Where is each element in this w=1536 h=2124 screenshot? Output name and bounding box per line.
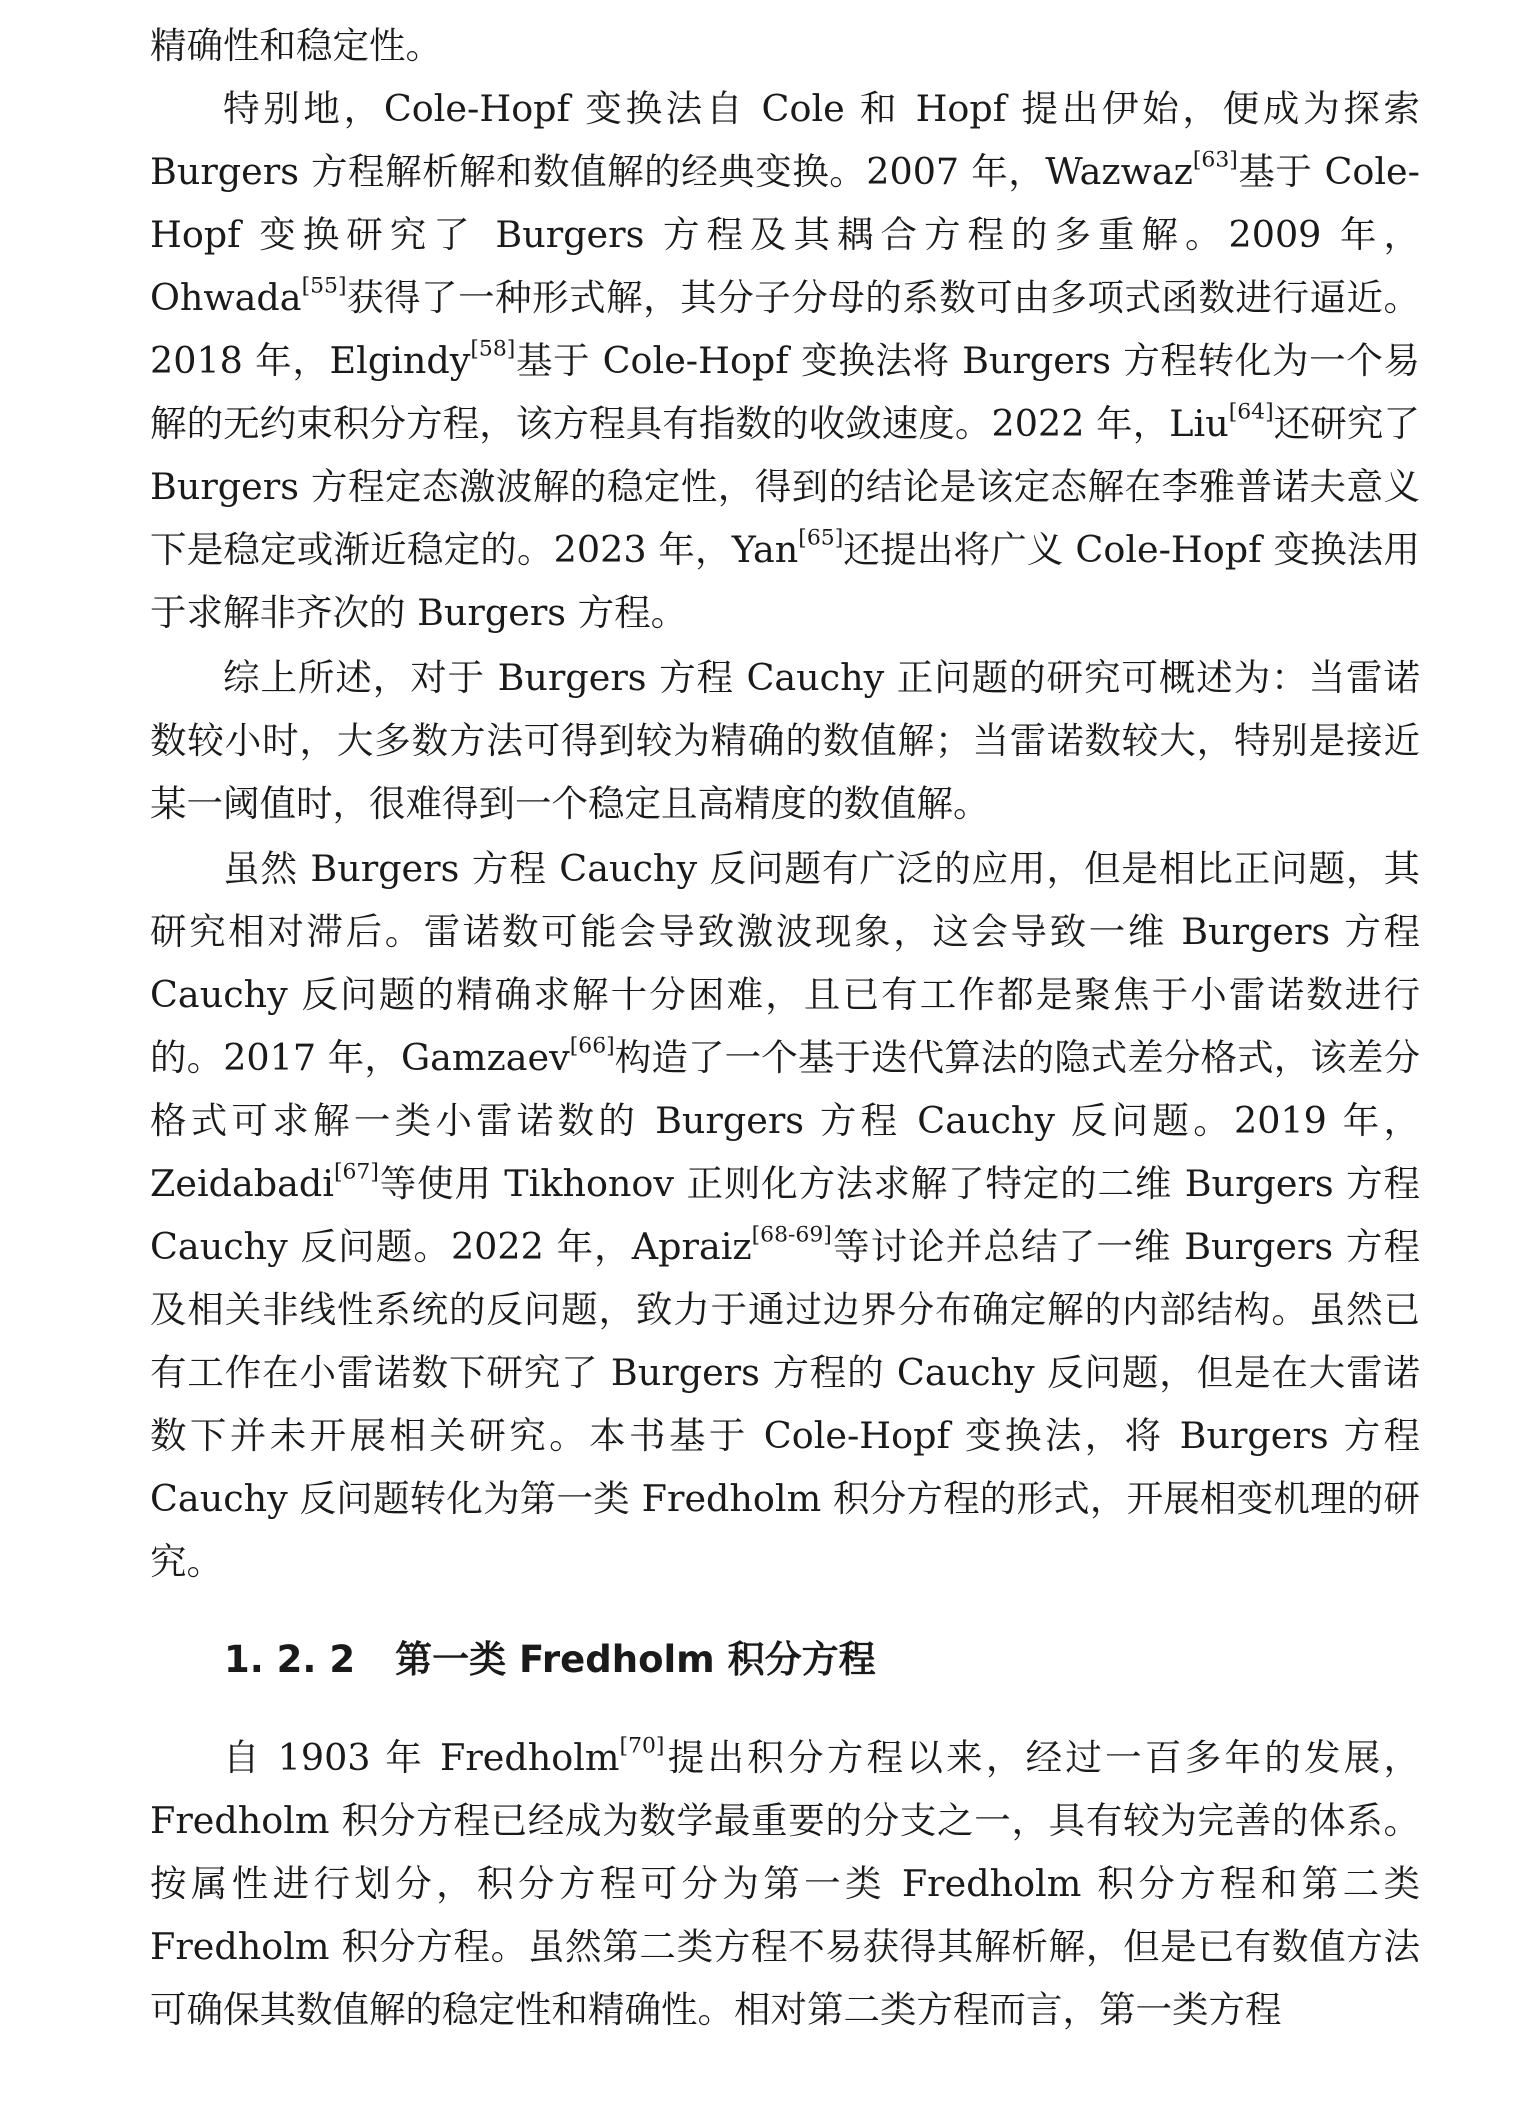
text-span: 还研究了 Burgers 方程定态激波解的稳定性，得到的结论是该定态解在李雅普诺夫意义下是稳定或渐近稳定的。2023 年，Yan <box>150 402 1420 571</box>
document-page <box>150 14 1420 2041</box>
text-span: 构造了一个基于迭代算法的隐式差分格式，该差分格式可求解一类小雷诺数的 Burgers 方程 Cauchy 反问题。2019 年，Zeidabadi <box>150 1036 1421 1205</box>
citation-ref: [66] <box>569 1033 615 1059</box>
section-title: 第一类 Fredholm 积分方程 <box>395 1638 876 1681</box>
text-span: 自 1903 年 Fredholm <box>223 1736 620 1779</box>
citation-ref: [58] <box>470 336 516 362</box>
section-heading <box>224 1628 1420 1691</box>
text-span: 提出积分方程以来，经过一百多年的发展，Fredholm 积分方程已经成为数学最重要的分支之一，具有较为完善的体系。按属性进行划分，积分方程可分为第一类 Fredholm 积分方程和第二类 Fredholm 积分方程。虽然第二类方程不易获得其解析解，但是已有数值方法可确保其数值解的稳定性和精确性。相对第二类方程而言，第一类方程 <box>150 1736 1421 2031</box>
paragraph-continuation: 精确性和稳定性。 <box>150 24 442 67</box>
text-span: 还提出将广义 Cole-Hopf 变换法用于求解非齐次的 Burgers 方程。 <box>150 528 1420 634</box>
paragraph-summary: 综上所述，对于 Burgers 方程 Cauchy 正问题的研究可概述为：当雷诺数较小时，大多数方法可得到较为精确的数值解；当雷诺数较大，特别是接近某一阈值时，很难得到一个稳定且高精度的数值解。 <box>150 656 1420 825</box>
citation-ref: [55] <box>301 273 347 299</box>
paragraph-cole-hopf <box>150 77 1420 644</box>
citation-ref: [67] <box>333 1159 379 1185</box>
text-span: 等使用 Tikhonov 正则化方法求解了特定的二维 Burgers 方程 Cauchy 反问题。2022 年，Apraiz <box>150 1162 1420 1268</box>
text-span: 基于 Cole-Hopf 变换法将 Burgers 方程转化为一个易解的无约束积分方程，该方程具有指数的收敛速度。2022 年，Liu <box>150 339 1420 445</box>
citation-ref: [65] <box>798 525 844 551</box>
text-span: 特别地，Cole-Hopf 变换法自 Cole 和 Hopf 提出伊始，便成为探索 Burgers 方程解析解和数值解的经典变换。2007 年，Wazwaz <box>150 87 1420 193</box>
section-number: 1. 2. 2 <box>224 1638 356 1681</box>
citation-ref: [63] <box>1192 147 1238 173</box>
paragraph-fredholm <box>150 1726 1420 2041</box>
text-span: 虽然 Burgers 方程 Cauchy 反问题有广泛的应用，但是相比正问题，其研究相对滞后。雷诺数可能会导致激波现象，这会导致一维 Burgers 方程 Cauchy 反问题的精确求解十分困难，且已有工作都是聚焦于小雷诺数进行的。2017 年，Gamzaev <box>150 847 1420 1079</box>
paragraph-inverse-problem <box>150 837 1420 1593</box>
text-span: 基于 Cole-Hopf 变换研究了 Burgers 方程及其耦合方程的多重解。2009 年，Ohwada <box>150 150 1420 319</box>
citation-ref: [70] <box>619 1733 665 1759</box>
text-span: 等讨论并总结了一维 Burgers 方程及相关非线性系统的反问题，致力于通过边界分布确定解的内部结构。虽然已有工作在小雷诺数下研究了 Burgers 方程的 Cauchy 反问题，但是在大雷诺数下并未开展相关研究。本书基于 Cole-Hopf 变换法，将 Burgers 方程 Cauchy 反问题转化为第一类 Fredholm 积分方程的形式，开展相变机理的研究。 <box>150 1225 1420 1583</box>
citation-ref: [68-69] <box>751 1222 832 1248</box>
text-span: 获得了一种形式解，其分子分母的系数可由多项式函数进行逼近。2018 年，Elgindy <box>150 276 1420 382</box>
citation-ref: [64] <box>1228 399 1274 425</box>
